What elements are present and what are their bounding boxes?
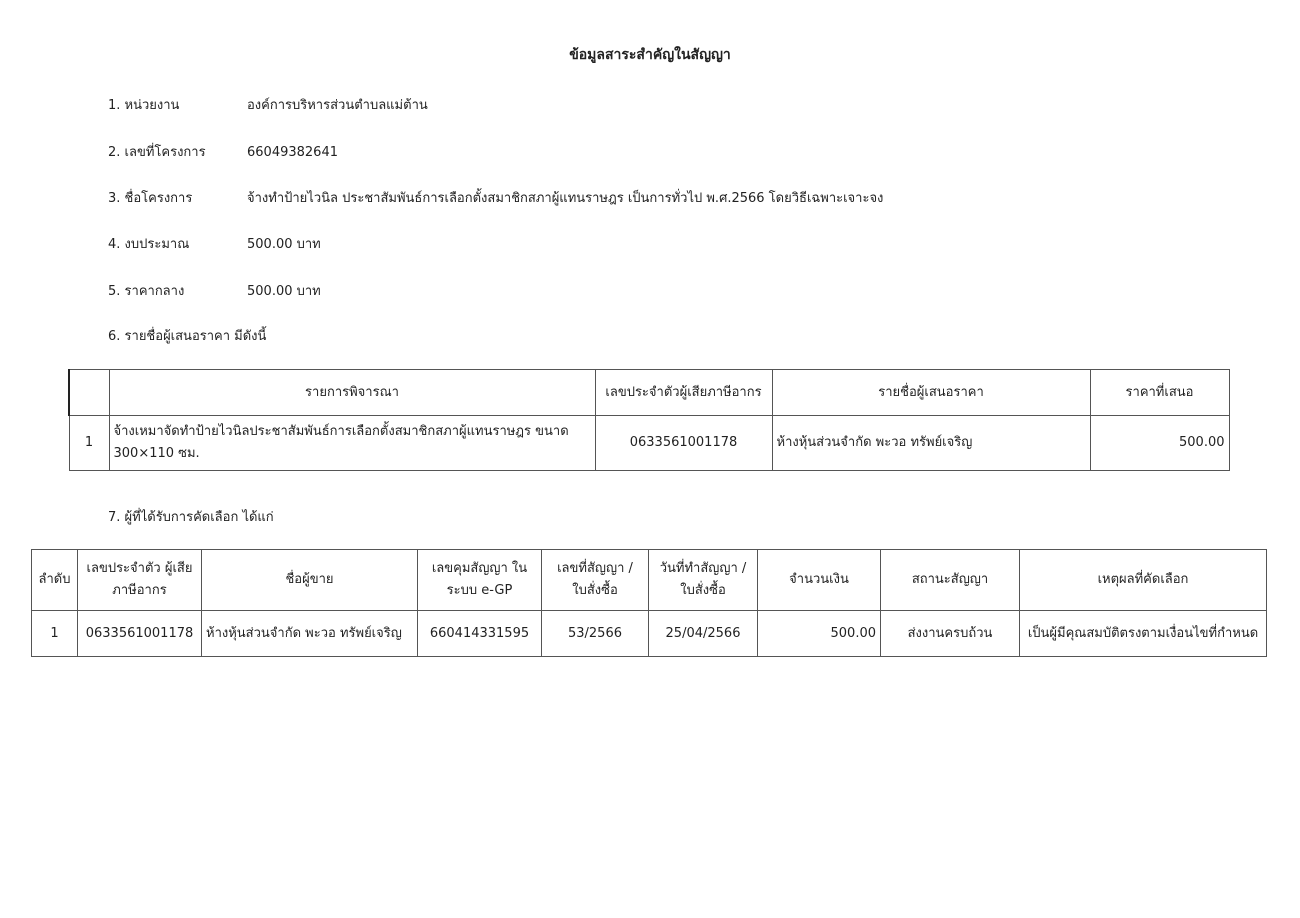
offers-header-tax-id: เลขประจำตัวผู้เสียภาษีอากร (595, 370, 772, 416)
winner-tax-id: 0633561001178 (78, 611, 202, 657)
offers-header-row (69, 370, 1229, 416)
offers-header-price: ราคาที่เสนอ (1090, 370, 1229, 416)
winner-no: 1 (32, 611, 78, 657)
winners-section-label: 7. ผู้ที่ได้รับการคัดเลือก ได้แก่ (108, 510, 274, 525)
budget-label: 4. งบประมาณ (108, 237, 190, 252)
table-row (32, 611, 1267, 657)
offer-no: 1 (69, 416, 109, 471)
winner-egp-no: 660414331595 (418, 611, 542, 657)
agency-value: องค์การบริหารส่วนตำบลแม่ต้าน (247, 98, 428, 113)
winner-contract-no: 53/2566 (542, 611, 649, 657)
winners-table (31, 549, 1267, 657)
winner-status: ส่งงานครบถ้วน (881, 611, 1020, 657)
offer-price: 500.00 (1090, 416, 1229, 471)
winners-header-no: ลำดับ (32, 550, 78, 611)
winners-header-vendor: ชื่อผู้ขาย (202, 550, 418, 611)
offers-header-bidder: รายชื่อผู้เสนอราคา (772, 370, 1090, 416)
offer-bidder: ห้างหุ้นส่วนจำกัด พะวอ ทรัพย์เจริญ (772, 416, 1090, 471)
offers-table (68, 369, 1230, 471)
median-price-label: 5. ราคากลาง (108, 284, 185, 299)
winners-header-status: สถานะสัญญา (881, 550, 1020, 611)
project-name-label: 3. ชื่อโครงการ (108, 191, 193, 206)
winner-amount: 500.00 (758, 611, 881, 657)
agency-label: 1. หน่วยงาน (108, 98, 180, 113)
offers-header-item: รายการพิจารณา (109, 370, 595, 416)
median-price-value: 500.00 บาท (247, 284, 321, 299)
winners-header-contract-no: เลขที่สัญญา / ใบสั่งซื้อ (542, 550, 649, 611)
winners-header-tax-id: เลขประจำตัว ผู้เสียภาษีอากร (78, 550, 202, 611)
winner-vendor: ห้างหุ้นส่วนจำกัด พะวอ ทรัพย์เจริญ (202, 611, 418, 657)
page-title: ข้อมูลสาระสำคัญในสัญญา (569, 47, 731, 63)
winners-header-row (32, 550, 1267, 611)
winner-reason: เป็นผู้มีคุณสมบัติตรงตามเงื่อนไขที่กำหนด (1020, 611, 1267, 657)
budget-value: 500.00 บาท (247, 237, 321, 252)
winners-header-amount: จำนวนเงิน (758, 550, 881, 611)
project-name-value: จ้างทำป้ายไวนิล ประชาสัมพันธ์การเลือกตั้งสมาชิกสภาผู้แทนราษฎร เป็นการทั่วไป พ.ศ.2566 โดยวิธีเฉพาะเจาะจง (247, 191, 884, 206)
winner-contract-date: 25/04/2566 (649, 611, 758, 657)
winners-header-egp-no: เลขคุมสัญญา ในระบบ e-GP (418, 550, 542, 611)
project-no-value: 66049382641 (247, 145, 338, 160)
offer-item: จ้างเหมาจัดทำป้ายไวนิลประชาสัมพันธ์การเลือกตั้งสมาชิกสภาผู้แทนราษฎร ขนาด 300×110 ซม. (109, 416, 595, 471)
project-no-label: 2. เลขที่โครงการ (108, 145, 206, 160)
offers-section-label: 6. รายชื่อผู้เสนอราคา มีดังนี้ (108, 329, 267, 344)
winners-header-contract-date: วันที่ทำสัญญา / ใบสั่งซื้อ (649, 550, 758, 611)
table-row (69, 416, 1229, 471)
offers-header-no (69, 370, 109, 416)
offer-tax-id: 0633561001178 (595, 416, 772, 471)
winners-header-reason: เหตุผลที่คัดเลือก (1020, 550, 1267, 611)
